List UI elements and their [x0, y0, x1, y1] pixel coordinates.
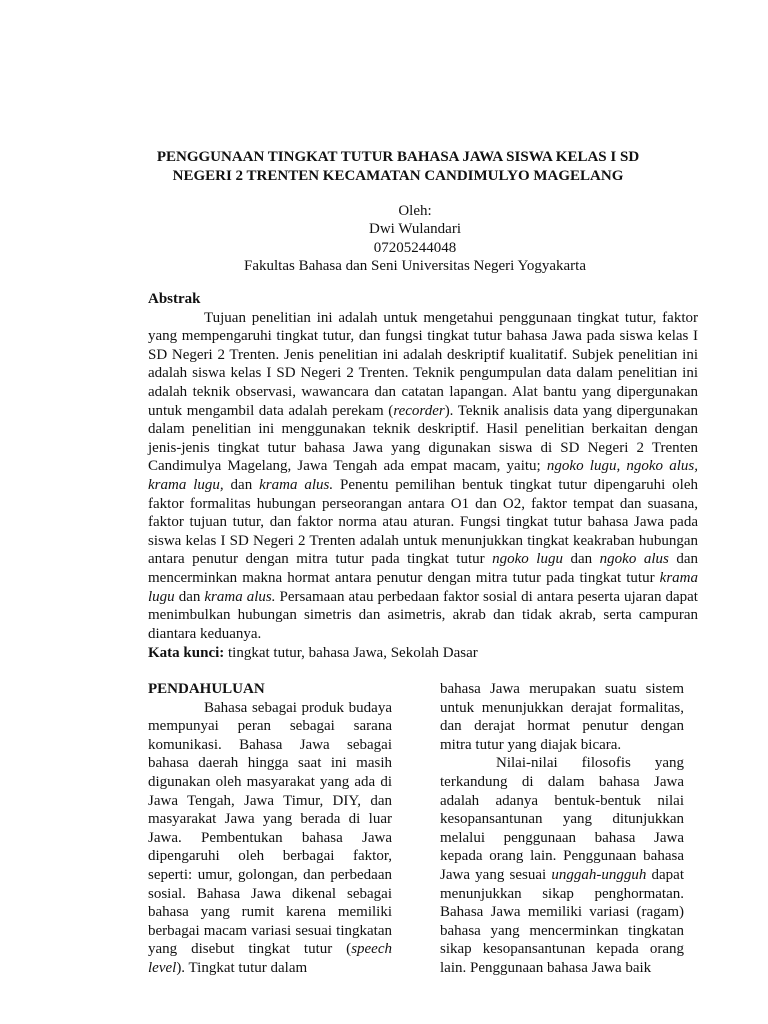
abstract-italic-4: ngoko lugu — [492, 551, 563, 568]
abstract-text-7: dan — [174, 588, 205, 605]
intro-right-text-2: dapat menunjukkan sikap penghormatan. Bahasa Jawa memiliki variasi (ragam) bahasa yang mencerminkan tingkatan sikap kesopansantunan kepada orang lain. Penggunaan bahasa Jawa baik — [440, 866, 684, 976]
title-line-2: NEGERI 2 TRENTEN KECAMATAN CANDIMULYO MAGELANG — [172, 168, 624, 184]
intro-left-italic: speech level — [148, 941, 392, 976]
abstract-text-8: Persamaan atau perbedaan faktor sosial di antara peserta ujaran dapat menimbulkan hubungan simetris dan asimetris, akrab dan tidak akrab, serta campuran diantara keduanya. — [148, 588, 698, 642]
abstract-italic-6: krama lugu — [148, 569, 698, 605]
abstract-section — [148, 290, 698, 643]
student-id: 07205244048 — [373, 239, 457, 256]
keywords-text: tingkat tutur, bahasa Jawa, Sekolah Dasar — [224, 645, 478, 661]
abstract-text-5: dan — [562, 551, 600, 568]
paper-title — [120, 148, 676, 186]
abstract-text-6: dan mencerminkan makna hormat antara penutur dengan mitra tutur pada tingkat tutur — [148, 551, 698, 586]
title-line-1: PENGGUNAAN TINGKAT TUTUR BAHASA JAWA SISWA KELAS I SD — [156, 149, 640, 165]
author-block — [120, 202, 710, 275]
intro-right-paragraph-1: bahasa Jawa merupakan suatu sistem untuk menunjukkan derajat formalitas, dan derajat hormat penutur dengan mitra tutur yang diajak bicara. — [440, 681, 684, 753]
intro-right-paragraph-2 — [440, 754, 684, 977]
intro-left-paragraph — [148, 699, 392, 978]
abstract-italic-7: krama alus. — [204, 588, 276, 605]
right-column — [440, 680, 684, 978]
keywords-line — [148, 644, 698, 663]
abstract-italic-1: recorder — [393, 402, 445, 419]
abstract-paragraph — [148, 309, 698, 644]
abstract-italic-5: ngoko alus — [599, 551, 669, 568]
abstract-italic-3: krama alus. — [259, 476, 334, 493]
by-label: Oleh: — [398, 203, 432, 219]
abstract-italic-2: ngoko lugu, ngoko alus, krama lugu, — [148, 458, 698, 493]
author-name: Dwi Wulandari — [368, 221, 461, 238]
abstract-text-3: dan — [223, 476, 260, 493]
intro-left-text-2: ). Tingkat tutur dalam — [176, 959, 308, 976]
intro-right-italic: unggah-ungguh — [551, 866, 647, 883]
intro-right-text-1: Nilai-nilai filosofis yang terkandung di dalam bahasa Jawa adalah adanya bentuk-bentuk nilai kesopansantunan yang ditunjukkan melalui penggunaan bahasa Jawa kepada orang lain. Penggunaan bahasa Jawa yang sesuai — [440, 755, 684, 883]
abstract-text-1: Tujuan penelitian ini adalah untuk mengetahui penggunaan tingkat tutur, faktor yang mempengaruhi tingkat tutur, dan fungsi tingkat tutur bahasa Jawa pada siswa kelas I SD Negeri 2 Trenten. Jenis penelitian ini adalah deskriptif kualitatif. Subjek penelitian ini adalah siswa kelas I SD Negeri 2 Trenten. Teknik pengumpulan data dalam penelitian ini adalah teknik observasi, wawancara dan catatan lapangan. Alat bantu yang dipergunakan untuk mengambil data adalah perekam ( — [148, 309, 698, 419]
abstract-text-4: Penentu pemilihan bentuk tingkat tutur dipengaruhi oleh faktor formalitas hubungan perseorangan antara O1 dan O2, faktor tempat dan suasana, faktor tujuan tutur, dan faktor norma atau aturan. Fungsi tingkat tutur bahasa Jawa pada siswa kelas I SD Negeri 2 Trenten adalah untuk menunjukkan tingkat keakraban hubungan antara penutur dengan mitra tutur pada tingkat tutur — [148, 476, 698, 568]
left-column — [148, 680, 392, 978]
intro-left-text-1: Bahasa sebagai produk budaya mempunyai peran sebagai sarana komunikasi. Bahasa Jawa sebagai bahasa daerah hingga saat ini masih digunakan oleh masyarakat yang ada di Jawa Tengah, Jawa Timur, DIY, dan masyarakat Jawa yang berada di luar Jawa. Pembentukan bahasa Jawa dipengaruhi oleh berbagai faktor, seperti: umur, golongan, dan perbedaan sosial. Bahasa Jawa dikenal sebagai bahasa yang rumit karena memiliki berbagai macam variasi sesuai tingkatan yang disebut tingkat tutur ( — [148, 699, 392, 958]
intro-heading: PENDAHULUAN — [148, 681, 265, 697]
abstract-heading: Abstrak — [148, 291, 201, 307]
affiliation: Fakultas Bahasa dan Seni Universitas Negeri Yogyakarta — [243, 257, 586, 274]
keywords-label: Kata kunci: — [148, 645, 225, 661]
abstract-text-2: ). Teknik analisis data yang dipergunakan dalam penelitian ini menggunakan teknik deskriptif. Hasil penelitian berkaitan dengan jenis-jenis tingkat tutur bahasa Jawa yang digunakan siswa di SD Negeri 2 Trenten Candimulya Magelang, Jawa Tengah ada empat macam, yaitu; — [148, 402, 698, 475]
